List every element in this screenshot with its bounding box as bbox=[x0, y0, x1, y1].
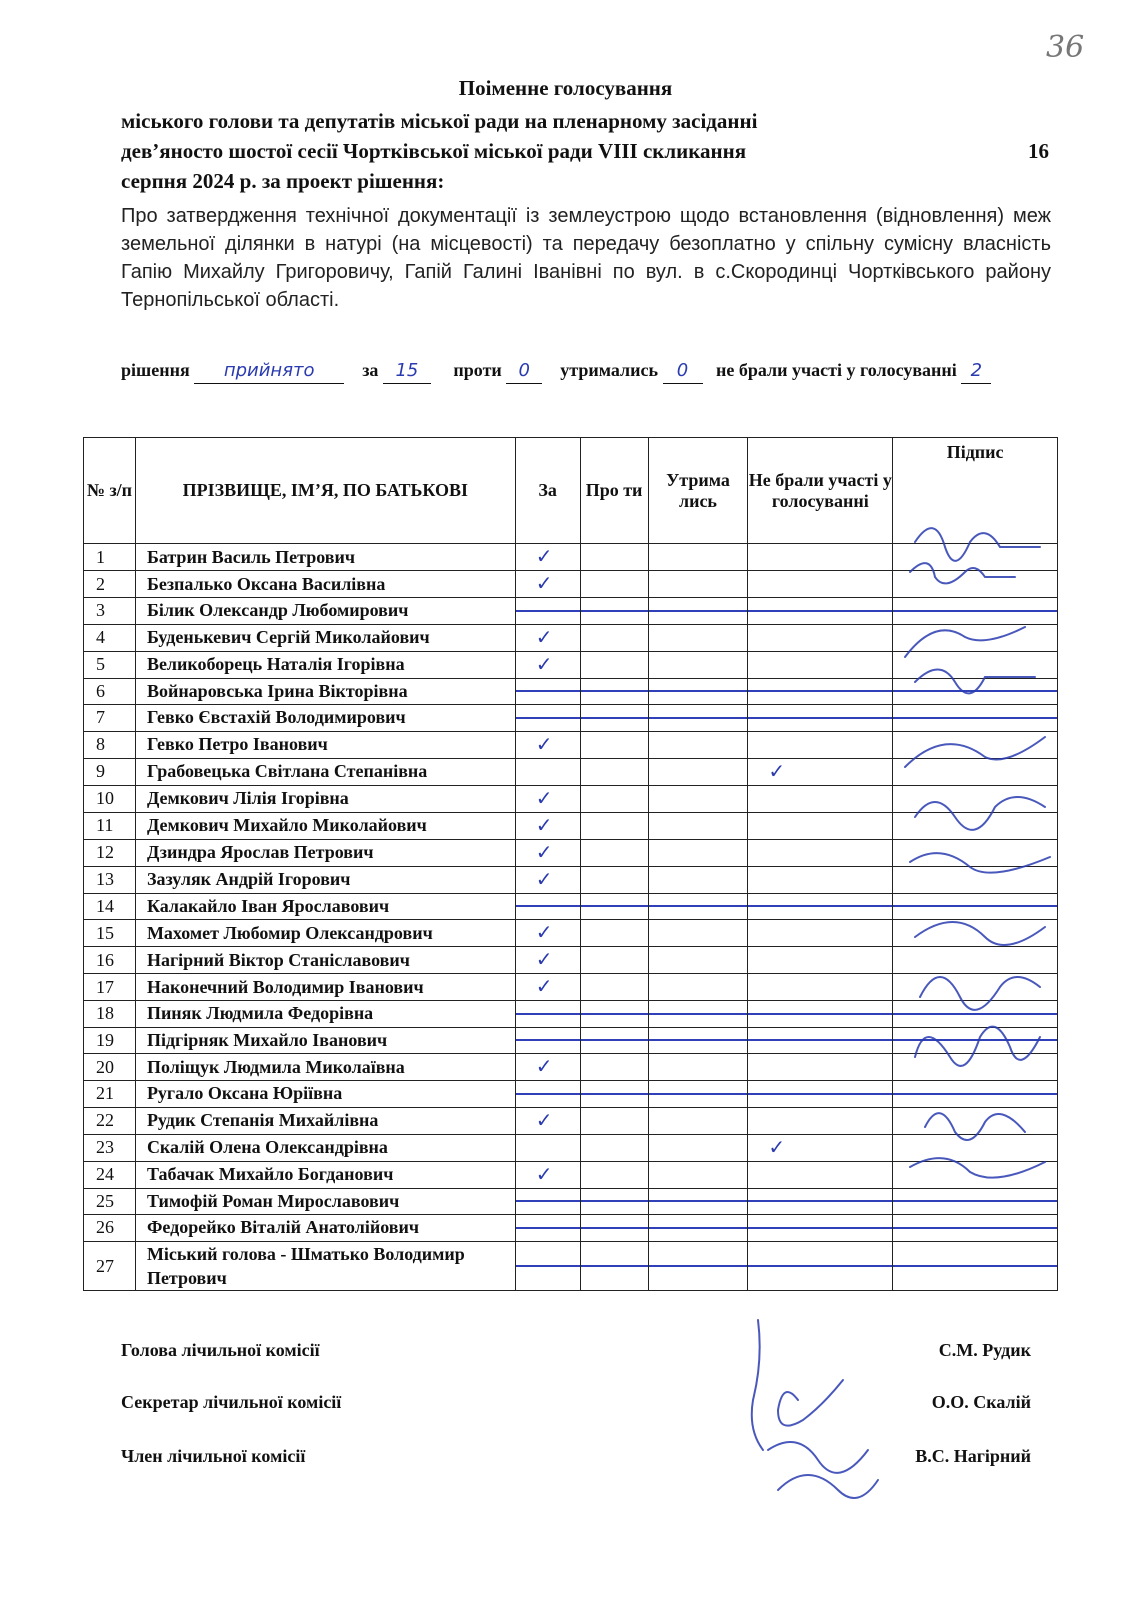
vote-cell-not-voted bbox=[748, 974, 893, 1001]
abstained-count: 0 bbox=[663, 359, 703, 384]
abstained-label: утримались bbox=[560, 360, 658, 380]
vote-cell-against bbox=[580, 598, 648, 625]
vote-cell-abstain bbox=[648, 1241, 748, 1290]
signature-scribbles bbox=[895, 517, 1060, 1217]
row-number: 13 bbox=[84, 866, 136, 893]
footer-name: В.С. Нагірний bbox=[915, 1446, 1031, 1466]
vote-cell-abstain bbox=[648, 1107, 748, 1134]
vote-cell-not-voted bbox=[748, 1188, 893, 1215]
absent-line bbox=[516, 905, 580, 907]
vote-cell-abstain bbox=[648, 705, 748, 732]
vote-cell-against bbox=[580, 651, 648, 678]
vote-cell-abstain bbox=[648, 1134, 748, 1161]
row-number: 5 bbox=[84, 651, 136, 678]
row-number: 18 bbox=[84, 1001, 136, 1028]
absent-line bbox=[649, 1265, 748, 1267]
footer-role: Голова лічильної комісії bbox=[121, 1340, 320, 1360]
deputy-name: Рудик Степанія Михайлівна bbox=[135, 1107, 515, 1134]
absent-line bbox=[748, 1013, 892, 1015]
absent-line bbox=[516, 1227, 580, 1229]
row-number: 9 bbox=[84, 758, 136, 785]
check-mark-icon: ✓ bbox=[535, 571, 553, 595]
table-row bbox=[84, 1215, 1058, 1242]
vote-cell-abstain bbox=[648, 947, 748, 974]
vote-cell-not-voted bbox=[748, 920, 893, 947]
check-mark-icon: ✓ bbox=[535, 731, 553, 756]
absent-line bbox=[649, 1200, 748, 1202]
header-abstain: Утрима лись bbox=[648, 438, 748, 544]
check-mark-icon: ✓ bbox=[535, 624, 553, 649]
vote-cell-against bbox=[580, 1107, 648, 1134]
signature-cell bbox=[893, 1215, 1058, 1242]
vote-cell-for bbox=[515, 1188, 580, 1215]
vote-cell-not-voted bbox=[748, 571, 893, 598]
vote-cell-not-voted bbox=[748, 785, 893, 812]
row-number: 20 bbox=[84, 1054, 136, 1081]
deputy-name: Буденькевич Сергій Миколайович bbox=[135, 624, 515, 651]
footer-role: Член лічильної комісії bbox=[121, 1446, 306, 1466]
deputy-name: Великоборець Наталія Ігорівна bbox=[135, 651, 515, 678]
deputy-name: Нагірний Віктор Станіславович bbox=[135, 947, 515, 974]
vote-cell-for bbox=[515, 1241, 580, 1290]
vote-cell-not-voted bbox=[748, 1027, 893, 1054]
vote-cell-against bbox=[580, 1241, 648, 1290]
deputy-name: Зазуляк Андрій Ігорович bbox=[135, 866, 515, 893]
row-number: 24 bbox=[84, 1161, 136, 1188]
footer-name: О.О. Скалій bbox=[931, 1392, 1031, 1412]
vote-cell-not-voted bbox=[748, 598, 893, 625]
absent-line bbox=[581, 1093, 648, 1095]
vote-cell-for bbox=[515, 544, 580, 571]
vote-cell-not-voted bbox=[748, 839, 893, 866]
deputy-name: Войнаровська Ірина Вікторівна bbox=[135, 678, 515, 705]
vote-cell-for bbox=[515, 705, 580, 732]
decision-label: рішення bbox=[121, 360, 190, 380]
signatures-column bbox=[895, 517, 1060, 1217]
vote-cell-not-voted bbox=[748, 705, 893, 732]
check-mark-icon: ✓ bbox=[535, 1054, 553, 1078]
absent-line bbox=[516, 1200, 580, 1202]
absent-line bbox=[581, 610, 648, 612]
decision-value: прийнято bbox=[194, 359, 344, 384]
vote-cell-not-voted bbox=[748, 1161, 893, 1188]
vote-cell-for bbox=[515, 947, 580, 974]
vote-cell-for bbox=[515, 1107, 580, 1134]
vote-cell-against bbox=[580, 974, 648, 1001]
deputy-name: Скалій Олена Олександрівна bbox=[135, 1134, 515, 1161]
vote-cell-against bbox=[580, 678, 648, 705]
vote-cell-abstain bbox=[648, 920, 748, 947]
commission-signatures bbox=[728, 1310, 898, 1540]
vote-cell-not-voted bbox=[748, 812, 893, 839]
row-number: 1 bbox=[84, 544, 136, 571]
vote-cell-against bbox=[580, 758, 648, 785]
intro-text bbox=[121, 106, 1049, 196]
vote-cell-against bbox=[580, 624, 648, 651]
intro-line-2 bbox=[121, 136, 1049, 166]
deputy-name: Гевко Євстахій Володимирович bbox=[135, 705, 515, 732]
absent-line bbox=[748, 1200, 892, 1202]
deputy-name: Табачак Михайло Богданович bbox=[135, 1161, 515, 1188]
table-row bbox=[84, 1241, 1058, 1290]
vote-cell-against bbox=[580, 866, 648, 893]
vote-cell-against bbox=[580, 1001, 648, 1028]
absent-line bbox=[748, 1039, 892, 1041]
vote-cell-not-voted bbox=[748, 1107, 893, 1134]
header-signature: Підпис bbox=[893, 438, 1058, 544]
vote-cell-for bbox=[515, 812, 580, 839]
deputy-name: Грабовецька Світлана Степанівна bbox=[135, 758, 515, 785]
vote-cell-abstain bbox=[648, 785, 748, 812]
vote-cell-not-voted bbox=[748, 947, 893, 974]
vote-cell-against bbox=[580, 947, 648, 974]
vote-cell-not-voted bbox=[748, 866, 893, 893]
vote-cell-against bbox=[580, 731, 648, 758]
absent-line bbox=[516, 1265, 580, 1267]
row-number: 4 bbox=[84, 624, 136, 651]
vote-cell-abstain bbox=[648, 571, 748, 598]
for-count: 15 bbox=[383, 359, 431, 384]
vote-cell-abstain bbox=[648, 1054, 748, 1081]
check-mark-icon: ✓ bbox=[535, 920, 553, 944]
absent-line bbox=[516, 690, 580, 692]
vote-cell-abstain bbox=[648, 1001, 748, 1028]
row-number: 7 bbox=[84, 705, 136, 732]
absent-line bbox=[649, 1093, 748, 1095]
row-number: 25 bbox=[84, 1188, 136, 1215]
row-number: 15 bbox=[84, 920, 136, 947]
absent-line bbox=[581, 1200, 648, 1202]
absent-line bbox=[649, 905, 748, 907]
vote-cell-not-voted bbox=[748, 758, 893, 785]
absent-line bbox=[893, 1265, 1057, 1267]
vote-cell-not-voted bbox=[748, 893, 893, 920]
vote-cell-abstain bbox=[648, 1161, 748, 1188]
vote-cell-against bbox=[580, 1054, 648, 1081]
check-mark-icon: ✓ bbox=[535, 866, 553, 891]
deputy-name: Підгірняк Михайло Іванович bbox=[135, 1027, 515, 1054]
check-mark-icon: ✓ bbox=[535, 947, 553, 971]
deputy-name: Тимофій Роман Мирославович bbox=[135, 1188, 515, 1215]
row-number: 2 bbox=[84, 571, 136, 598]
vote-cell-not-voted bbox=[748, 1241, 893, 1290]
absent-line bbox=[748, 1265, 892, 1267]
absent-line bbox=[649, 1039, 748, 1041]
deputy-name: Поліщук Людмила Миколаївна bbox=[135, 1054, 515, 1081]
check-mark-icon: ✓ bbox=[535, 974, 553, 998]
check-mark-icon: ✓ bbox=[535, 812, 553, 837]
absent-line bbox=[893, 1227, 1057, 1229]
vote-cell-for bbox=[515, 974, 580, 1001]
check-mark-icon: ✓ bbox=[535, 651, 553, 676]
deputy-name: Пиняк Людмила Федорівна bbox=[135, 1001, 515, 1028]
row-number: 22 bbox=[84, 1107, 136, 1134]
vote-cell-not-voted bbox=[748, 651, 893, 678]
vote-cell-for bbox=[515, 1054, 580, 1081]
row-number: 16 bbox=[84, 947, 136, 974]
absent-line bbox=[649, 690, 748, 692]
check-mark-icon: ✓ bbox=[535, 544, 553, 568]
row-number: 19 bbox=[84, 1027, 136, 1054]
deputy-name: Калакайло Іван Ярославович bbox=[135, 893, 515, 920]
vote-cell-against bbox=[580, 1081, 648, 1108]
signature-cell bbox=[893, 1241, 1058, 1290]
absent-line bbox=[748, 1093, 892, 1095]
vote-cell-for bbox=[515, 785, 580, 812]
absent-line bbox=[581, 905, 648, 907]
vote-cell-against bbox=[580, 1134, 648, 1161]
absent-line bbox=[516, 1039, 580, 1041]
vote-cell-abstain bbox=[648, 731, 748, 758]
vote-cell-abstain bbox=[648, 758, 748, 785]
check-mark-icon: ✓ bbox=[535, 1161, 553, 1186]
vote-cell-abstain bbox=[648, 1027, 748, 1054]
absent-line bbox=[516, 610, 580, 612]
vote-cell-abstain bbox=[648, 812, 748, 839]
vote-cell-for bbox=[515, 866, 580, 893]
vote-cell-abstain bbox=[648, 651, 748, 678]
deputy-name: Дзиндра Ярослав Петрович bbox=[135, 839, 515, 866]
vote-cell-for bbox=[515, 1001, 580, 1028]
vote-cell-for bbox=[515, 1161, 580, 1188]
against-count: 0 bbox=[506, 359, 542, 384]
vote-cell-not-voted bbox=[748, 731, 893, 758]
vote-cell-for bbox=[515, 731, 580, 758]
not-voted-label: не брали участі у голосуванні bbox=[716, 360, 957, 380]
absent-line bbox=[581, 1227, 648, 1229]
vote-cell-for bbox=[515, 1081, 580, 1108]
against-label: проти bbox=[453, 360, 502, 380]
vote-cell-against bbox=[580, 785, 648, 812]
row-number: 17 bbox=[84, 974, 136, 1001]
row-number: 3 bbox=[84, 598, 136, 625]
row-number: 8 bbox=[84, 731, 136, 758]
deputy-name: Білик Олександр Любомирович bbox=[135, 598, 515, 625]
absent-line bbox=[649, 610, 748, 612]
vote-cell-abstain bbox=[648, 598, 748, 625]
deputy-name: Федорейко Віталій Анатолійович bbox=[135, 1215, 515, 1242]
deputy-name: Ругало Оксана Юріївна bbox=[135, 1081, 515, 1108]
intro-line-3: серпня 2024 р. за проект рішення: bbox=[121, 169, 445, 193]
vote-cell-not-voted bbox=[748, 1054, 893, 1081]
vote-cell-not-voted bbox=[748, 1081, 893, 1108]
header-against: Про ти bbox=[580, 438, 648, 544]
vote-cell-abstain bbox=[648, 1081, 748, 1108]
vote-cell-not-voted bbox=[748, 1001, 893, 1028]
absent-line bbox=[581, 1265, 648, 1267]
vote-cell-for bbox=[515, 624, 580, 651]
row-number: 10 bbox=[84, 785, 136, 812]
header-for: За bbox=[515, 438, 580, 544]
vote-cell-for bbox=[515, 1027, 580, 1054]
vote-cell-against bbox=[580, 920, 648, 947]
decision-summary bbox=[121, 358, 1051, 384]
vote-cell-against bbox=[580, 544, 648, 571]
deputy-name: Безпалько Оксана Василівна bbox=[135, 571, 515, 598]
deputy-name: Демкович Михайло Миколайович bbox=[135, 812, 515, 839]
vote-cell-abstain bbox=[648, 1215, 748, 1242]
row-number: 21 bbox=[84, 1081, 136, 1108]
check-mark-icon: ✓ bbox=[535, 1107, 553, 1132]
vote-cell-not-voted bbox=[748, 624, 893, 651]
vote-cell-against bbox=[580, 893, 648, 920]
deputy-name: Демкович Лілія Ігорівна bbox=[135, 785, 515, 812]
vote-cell-against bbox=[580, 812, 648, 839]
intro-line-1: міського голови та депутатів міської ради на пленарному засіданні bbox=[121, 109, 758, 133]
vote-cell-for bbox=[515, 1134, 580, 1161]
intro-line-2-day: 16 bbox=[1028, 139, 1049, 163]
absent-line bbox=[581, 690, 648, 692]
absent-line bbox=[581, 717, 648, 719]
row-number: 23 bbox=[84, 1134, 136, 1161]
vote-cell-abstain bbox=[648, 544, 748, 571]
vote-cell-not-voted bbox=[748, 1215, 893, 1242]
footer-role: Секретар лічильної комісії bbox=[121, 1392, 342, 1412]
document-title: Поіменне голосування bbox=[458, 76, 673, 100]
absent-line bbox=[581, 1039, 648, 1041]
deputy-name: Махомет Любомир Олександрович bbox=[135, 920, 515, 947]
absent-line bbox=[748, 717, 892, 719]
vote-cell-for bbox=[515, 1215, 580, 1242]
footer-name: С.М. Рудик bbox=[938, 1340, 1031, 1360]
check-mark-icon: ✓ bbox=[768, 1134, 786, 1159]
vote-cell-abstain bbox=[648, 839, 748, 866]
page-number: 36 bbox=[1046, 30, 1085, 65]
absent-line bbox=[649, 717, 748, 719]
row-number: 12 bbox=[84, 839, 136, 866]
not-voted-count: 2 bbox=[961, 359, 991, 384]
vote-cell-for bbox=[515, 678, 580, 705]
vote-cell-abstain bbox=[648, 866, 748, 893]
vote-cell-against bbox=[580, 1188, 648, 1215]
absent-line bbox=[748, 690, 892, 692]
vote-cell-abstain bbox=[648, 1188, 748, 1215]
vote-cell-for bbox=[515, 893, 580, 920]
check-mark-icon: ✓ bbox=[535, 839, 553, 864]
vote-cell-not-voted bbox=[748, 1134, 893, 1161]
vote-cell-against bbox=[580, 1027, 648, 1054]
row-number: 14 bbox=[84, 893, 136, 920]
absent-line bbox=[516, 717, 580, 719]
check-mark-icon: ✓ bbox=[768, 758, 786, 783]
vote-cell-abstain bbox=[648, 974, 748, 1001]
vote-cell-against bbox=[580, 1215, 648, 1242]
deputy-name: Батрин Василь Петрович bbox=[135, 544, 515, 571]
check-mark-icon: ✓ bbox=[535, 785, 553, 810]
decision-subject: Про затвердження технічної документації із землеустрою щодо встановлення (відновлення) меж земельної ділянки в натурі (на місцевості) та передачу безоплатно у спільну сумісну власність Гапію Михайлу Григоровичу, Гапій Галині Іванівні по вул. в с.Скородинці Чортківського району Тернопільської області. bbox=[121, 205, 1051, 311]
vote-cell-not-voted bbox=[748, 678, 893, 705]
vote-cell-for bbox=[515, 651, 580, 678]
vote-cell-not-voted bbox=[748, 544, 893, 571]
vote-cell-for bbox=[515, 598, 580, 625]
absent-line bbox=[516, 1013, 580, 1015]
vote-cell-for bbox=[515, 758, 580, 785]
header-num: № з/п bbox=[84, 438, 136, 544]
absent-line bbox=[748, 610, 892, 612]
vote-cell-abstain bbox=[648, 624, 748, 651]
row-number: 6 bbox=[84, 678, 136, 705]
header-name: ПРІЗВИЩЕ, ІМ’Я, ПО БАТЬКОВІ bbox=[135, 438, 515, 544]
vote-cell-against bbox=[580, 839, 648, 866]
vote-cell-against bbox=[580, 1161, 648, 1188]
intro-line-2-text: дев’яносто шостої сесії Чортківської міської ради VIII скликання bbox=[121, 139, 747, 163]
absent-line bbox=[649, 1013, 748, 1015]
for-label: за bbox=[362, 360, 379, 380]
vote-cell-for bbox=[515, 839, 580, 866]
deputy-name: Гевко Петро Іванович bbox=[135, 731, 515, 758]
commission-signature-scribbles bbox=[728, 1310, 898, 1540]
deputy-name: Наконечний Володимир Іванович bbox=[135, 974, 515, 1001]
vote-cell-against bbox=[580, 571, 648, 598]
absent-line bbox=[581, 1013, 648, 1015]
vote-cell-abstain bbox=[648, 893, 748, 920]
vote-cell-abstain bbox=[648, 678, 748, 705]
row-number: 26 bbox=[84, 1215, 136, 1242]
absent-line bbox=[748, 905, 892, 907]
row-number: 11 bbox=[84, 812, 136, 839]
deputy-name: Міський голова - Шматько Володимир Петрович bbox=[135, 1241, 515, 1290]
absent-line bbox=[748, 1227, 892, 1229]
vote-cell-against bbox=[580, 705, 648, 732]
absent-line bbox=[649, 1227, 748, 1229]
header-not-voted: Не брали участі у голосуванні bbox=[748, 438, 893, 544]
absent-line bbox=[516, 1093, 580, 1095]
row-number: 27 bbox=[84, 1241, 136, 1290]
vote-cell-for bbox=[515, 571, 580, 598]
vote-cell-for bbox=[515, 920, 580, 947]
